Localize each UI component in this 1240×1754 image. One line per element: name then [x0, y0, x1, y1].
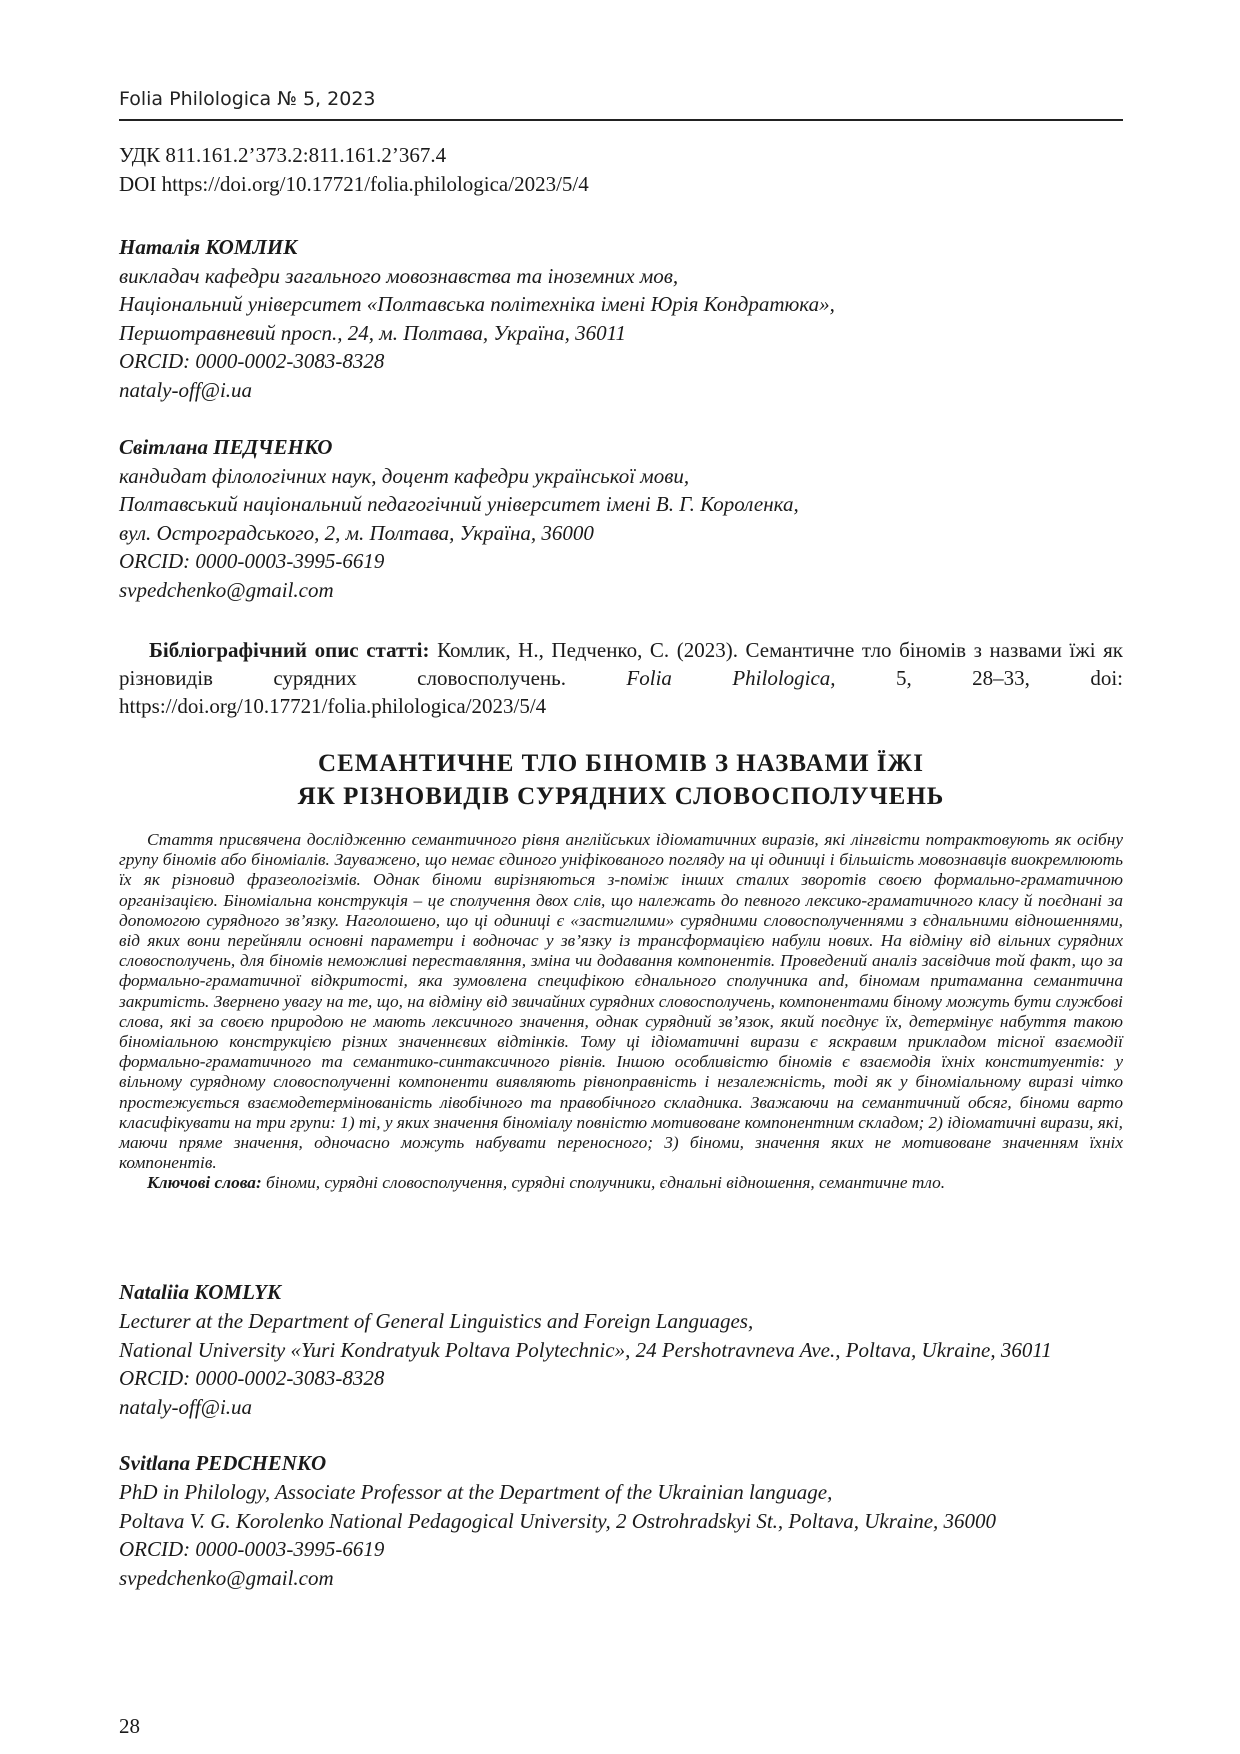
biblio-text-end: 5, 28–33, doi: https://doi.org/10.17721/folia.philologica/2023/5/4	[119, 666, 1123, 718]
keywords	[119, 1173, 1123, 1193]
page-number: 28	[119, 1714, 140, 1738]
author-orcid: ORCID: 0000-0003-3995-6619	[119, 1537, 385, 1561]
author-email: svpedchenko@gmail.com	[119, 1566, 334, 1590]
keywords-list: біноми, сурядні словосполучення, сурядні сполучники, єднальні відношення, семантичне тло.	[261, 1173, 946, 1193]
biblio-label: Бібліографічний опис статті:	[149, 638, 430, 662]
title-line-2: ЯК РІЗНОВИДІВ СУРЯДНИХ СЛОВОСПОЛУЧЕНЬ	[297, 783, 945, 810]
author-orcid: ORCID: 0000-0002-3083-8328	[119, 349, 385, 373]
biblio-text: Комлик, Н., Педченко, С. (2023). Семантичне тло біномів з назвами їжі як різновидів сурядних словосполучень.	[119, 638, 1123, 690]
abstract	[119, 830, 1123, 1194]
author-address-line: Першотравневий просп., 24, м. Полтава, Україна, 36011	[119, 321, 627, 345]
author-affiliation-line: National University «Yuri Kondratyuk Poltava Polytechnic», 24 Pershotravneva Ave., Poltava, Ukraine, 36011	[119, 1338, 1052, 1362]
author-name-en-2: Svitlana PEDCHENKO	[119, 1451, 327, 1475]
author-orcid: ORCID: 0000-0003-3995-6619	[119, 549, 385, 573]
author-affiliation-line: Полтавський національний педагогічний університет імені В. Г. Короленка,	[119, 492, 799, 516]
bibliographic-description	[119, 636, 1123, 720]
author-email: nataly-off@i.ua	[119, 378, 253, 402]
abstract-text: Стаття присвячена дослідженню семантичного рівня англійських ідіоматичних виразів, які лінгвісти потрактовують як осібну групу біномів або біноміалів. Зауважено, що немає єдиного уніфікованого погляду на ці одиниці і більшість мовознавців виокремлюють їх як різновид фразеологізмів. Однак біноми вирізняються з-поміж інших сталих зворотів своєю формально-граматичною організацією. Біноміальна конструкція – це сполучення двох слів, що належать до певного лексико-граматичного класу й поєднані за допомогою сурядного зв’язку. Наголошено, що ці одиниці є «застиглими» сурядними словосполученнями з єднальними відношеннями, від яких вони перейняли основні параметри і водночас у зв’язку із трансформацією набули нових. На відміну від вільних сурядних словосполучень, для біномів неможливі переставляння, зміна чи додавання компонентів. Проведений аналіз засвідчив той факт, що за формально-граматичної відкритості, яка зумовлена специфікою єднального сполучника and, біномам притаманна семантична закритість. Звернено увагу на те, що, на відміну від звичайних сурядних словосполучень, компонентами біному можуть бути службові слова, які за своєю природою не мають лексичного значення, однак сурядний зв’язок, який поєднує їх, детермінує набуття такою біноміальною конструкцією різних значеннєвих відтінків. Тому ці ідіоматичні вирази є яскравим прикладом тісної взаємодії формально-граматичного та семантико-синтаксичного рівнів. Іншою особливістю біномів є взаємодія їхніх конституентів: у вільному сурядному словосполученні компоненти виявляють рівноправність і незалежність, тоді як у біноміальному виразі чітко простежується взаємодетермінованість лівобічного та правобічного складника. Зважаючи на семантичний обсяг, біноми варто класифікувати на три групи: 1) ті, у яких значення біноміалу повністю мотивоване компонентним складом; 2) ідіоматичні вирази, які, маючи пряме значення, одночасно можуть набувати переносного; 3) біноми, значення яких не мотивоване значенням їхніх компонентів.	[119, 830, 1123, 1173]
author-name-uk-2: Світлана ПЕДЧЕНКО	[119, 435, 333, 459]
author-name-uk-1: Наталія КОМЛИК	[119, 235, 298, 259]
running-header: Folia Philologica № 5, 2023	[119, 88, 376, 110]
udc-code: УДК 811.161.2’373.2:811.161.2’367.4	[119, 143, 447, 167]
article-page	[119, 0, 1123, 1754]
author-affiliation-line: Національний університет «Полтавська політехніка імені Юрія Кондратюка»,	[119, 292, 835, 316]
author-name-en-1: Nataliia KOMLYK	[119, 1280, 281, 1304]
title-line-1: СЕМАНТИЧНЕ ТЛО БІНОМІВ З НАЗВАМИ ЇЖІ	[318, 750, 924, 777]
doi-line: DOI https://doi.org/10.17721/folia.philologica/2023/5/4	[119, 172, 589, 196]
author-affiliation-line: кандидат філологічних наук, доцент кафедри української мови,	[119, 464, 690, 488]
author-affiliation-line: викладач кафедри загального мовознавства та іноземних мов,	[119, 264, 679, 288]
author-address-line: вул. Остроградського, 2, м. Полтава, Україна, 36000	[119, 521, 594, 545]
keywords-label: Ключові слова:	[147, 1173, 262, 1193]
author-affiliation-line: Poltava V. G. Korolenko National Pedagogical University, 2 Ostrohradskyi St., Poltava, Ukraine, 36000	[119, 1509, 997, 1533]
author-orcid: ORCID: 0000-0002-3083-8328	[119, 1366, 385, 1390]
author-affiliation-line: PhD in Philology, Associate Professor at the Department of the Ukrainian language,	[119, 1480, 833, 1504]
author-email: nataly-off@i.ua	[119, 1395, 253, 1419]
author-email: svpedchenko@gmail.com	[119, 578, 334, 602]
biblio-journal: Folia Philologica,	[626, 666, 836, 690]
header-rule	[119, 119, 1123, 121]
article-title	[119, 747, 1123, 813]
author-affiliation-line: Lecturer at the Department of General Linguistics and Foreign Languages,	[119, 1309, 754, 1333]
